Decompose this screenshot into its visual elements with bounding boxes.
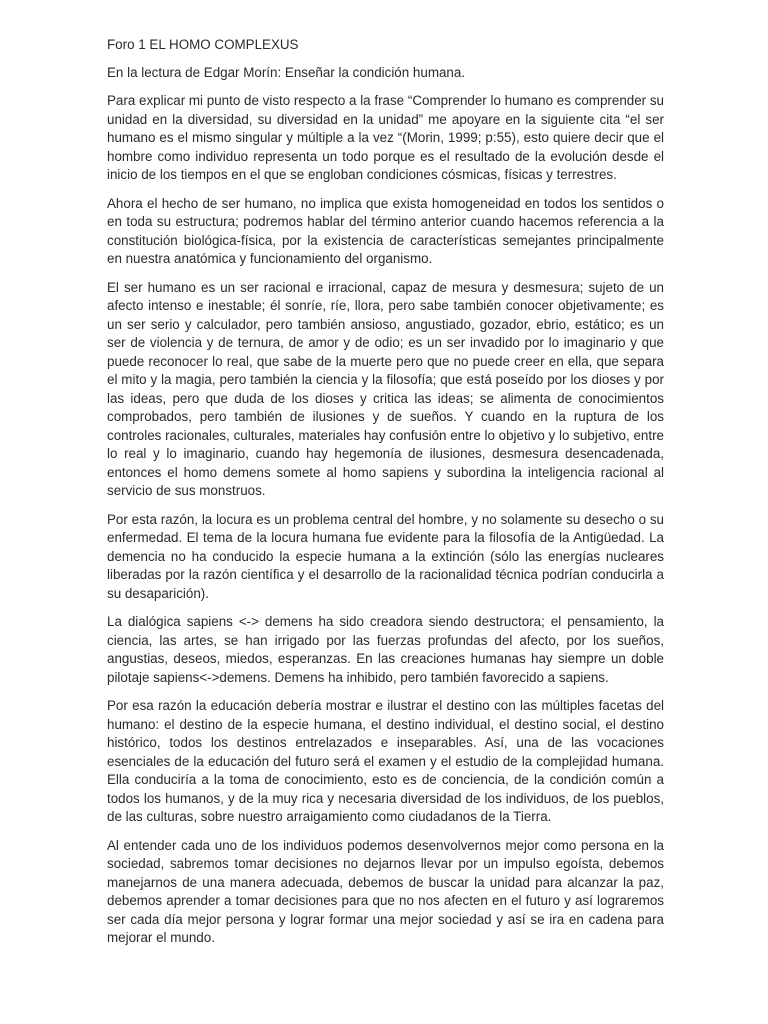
paragraph-5: La dialógica sapiens <-> demens ha sido creadora siendo destructora; el pensamiento, la ciencia, las artes, se han irrigado por las fuerzas profundas del afecto, por los sueños, angustias, deseos, miedos, esperanzas. En las creaciones humanas hay siempre un doble pilotaje sapiens<->demens. Demens ha inhibido, pero también favorecido a sapiens. [107, 614, 664, 685]
paragraph-4: Por esta razón, la locura es un problema central del hombre, y no solamente su desecho o su enfermedad. El tema de la locura humana fue evidente para la filosofía de la Antigüedad. La demencia no ha conducido la especie humana a la extinción (sólo las energías nucleares liberadas por la razón científica y el desarrollo de la racionalidad técnica podrían conducirla a su desaparición). [107, 511, 664, 601]
document-title: Foro 1 EL HOMO COMPLEXUS [107, 37, 299, 52]
paragraph-7: Al entender cada uno de los individuos podemos desenvolvernos mejor como persona en la sociedad, sabremos tomar decisiones no dejarnos llevar por un impulso egoísta, debemos manejarnos de una manera adecuada, debemos de buscar la unidad para alcanzar la paz, debemos aprender a tomar decisiones para que no nos afecten en el futuro y así lograremos ser cada día mejor persona y lograr formar una mejor sociedad y así se ira en cadena para mejorar el mundo. [107, 837, 664, 945]
paragraph-6: Por esa razón la educación debería mostrar e ilustrar el destino con las múltiples facetas del humano: el destino de la especie humana, el destino individual, el destino social, el destino histórico, todos los destinos entrelazados e inseparables. Así, una de las vocaciones esenciales de la educación del futuro será el examen y el estudio de la complejidad humana. Ella conduciría a la toma de conocimiento, esto es de conciencia, de la condición común a todos los humanos, y de la muy rica y necesaria diversidad de los individuos, de los pueblos, de las culturas, sobre nuestro arraigamiento como ciudadanos de la Tierra. [107, 698, 664, 824]
document-intro: En la lectura de Edgar Morín: Enseñar la condición humana. [107, 64, 466, 80]
paragraph-3: El ser humano es un ser racional e irracional, capaz de mesura y desmesura; sujeto de un afecto intenso e inestable; él sonríe, ríe, llora, pero sabe también conocer objetivamente; es un ser serio y calculador, pero también ansioso, angustiado, gozador, ebrio, estático; es un ser de violencia y de ternura, de amor y de odio; es un ser invadido por lo imaginario y que puede reconocer lo real, que sabe de la muerte pero que no puede creer en ella, que separa el mito y la magia, pero también la ciencia y la filosofía; que está poseído por los dioses y por las ideas, pero que duda de los dioses y critica las ideas; se alimenta de conocimientos comprobados, pero también de ilusiones y de sueños. Y cuando en la ruptura de los controles racionales, culturales, materiales hay confusión entre lo objetivo y lo subjetivo, entre lo real y lo imaginario, cuando hay hegemonía de ilusiones, desmesura desencadenada, entonces el homo demens somete al homo sapiens y subordina la inteligencia racional al servicio de sus monstruos. [107, 279, 664, 498]
paragraph-2: Ahora el hecho de ser humano, no implica que exista homogeneidad en todos los sentidos o en toda su estructura; podremos hablar del término anterior cuando hacemos referencia a la constitución biológica-física, por la existencia de características semejantes principalmente en nuestra anatómica y funcionamiento del organismo. [107, 195, 664, 266]
paragraph-1: Para explicar mi punto de visto respecto a la frase “Comprender lo humano es comprender su unidad en la diversidad, su diversidad en la unidad” me apoyare en la siguiente cita “el ser humano es el mismo singular y múltiple a la vez “(Morin, 1999; p:55), esto quiere decir que el hombre como individuo representa un todo porque es el resultado de la evolución desde el inicio de los tiempos en el que se engloban condiciones cósmicas, físicas y terrestres. [107, 93, 664, 182]
